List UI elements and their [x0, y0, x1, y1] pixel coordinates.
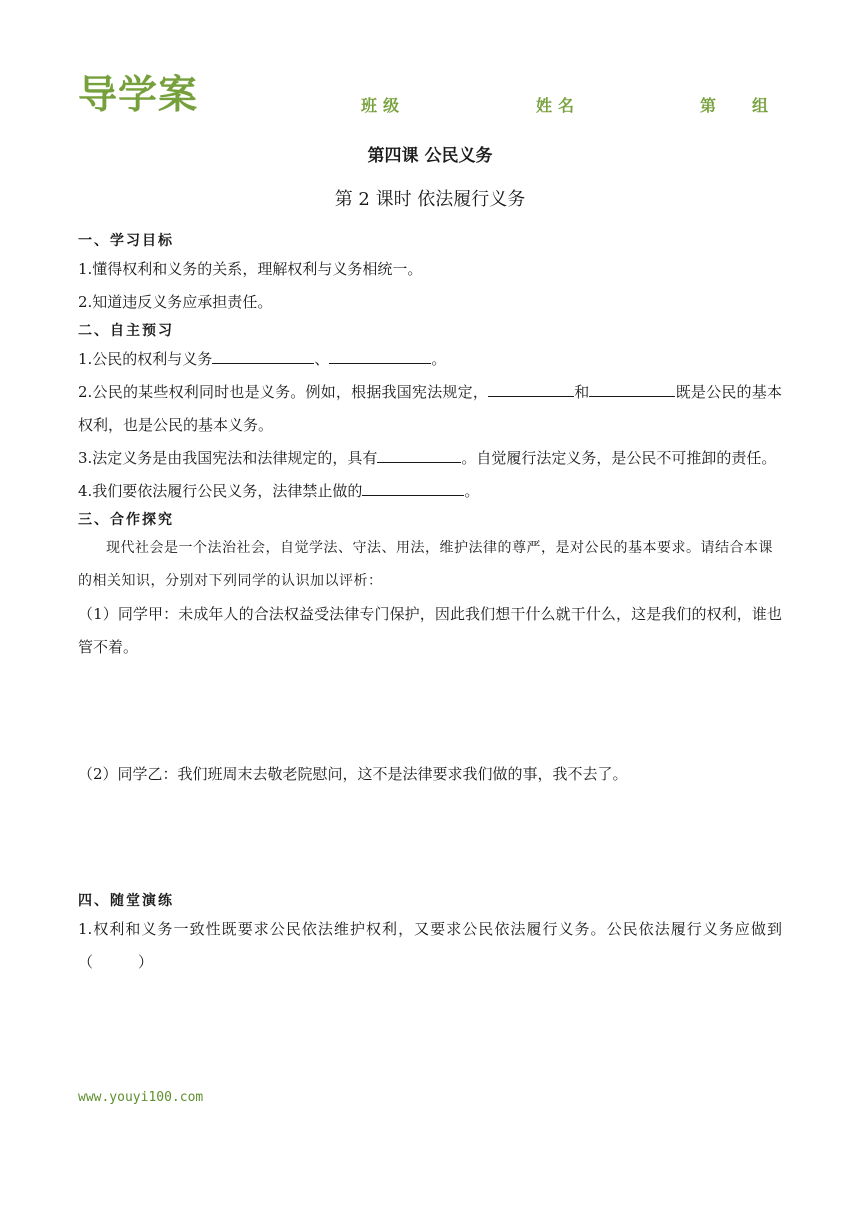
goal-item-2: 2.知道违反义务应承担责任。	[78, 293, 273, 311]
preview-q2-mid: 和	[574, 383, 590, 401]
preview-q1-text: 1.公民的权利与义务	[78, 350, 213, 368]
section-heading-inquiry: 三、合作探究	[78, 512, 174, 528]
preview-question-1	[78, 343, 782, 376]
goal-item-1: 1.懂得权利和义务的关系，理解权利与义务相统一。	[78, 260, 423, 278]
preview-q1-separator: 、	[314, 350, 330, 368]
fill-blank[interactable]	[377, 447, 461, 463]
preview-question-2	[78, 376, 782, 442]
class-label: 班级	[361, 96, 406, 115]
fill-blank[interactable]	[212, 348, 314, 364]
preview-q3-text: 3.法定义务是由我国宪法和法律规定的，具有	[78, 449, 378, 467]
name-label: 姓名	[536, 96, 581, 115]
inquiry-question-1: （1）同学甲：未成年人的合法权益受法律专门保护，因此我们想干什么就干什么，这是我们的权利，谁也管不着。	[78, 605, 782, 656]
preview-q3-text-b: 。自觉履行法定义务，是公民不可推卸的责任。	[461, 449, 777, 467]
preview-question-4	[78, 475, 782, 508]
preview-question-3	[78, 442, 782, 475]
fill-blank[interactable]	[589, 381, 675, 397]
preview-q2-text: 2.公民的某些权利同时也是义务。例如，根据我国宪法规定，	[78, 383, 489, 401]
preview-q2-text-b: 既是公民的基本权利，也是公民的基本义务。	[78, 383, 782, 434]
lesson-title: 第四课 公民义务	[367, 146, 493, 166]
group-suffix: 组	[752, 96, 775, 115]
preview-q4-text: 4.我们要依法履行公民义务，法律禁止做的	[78, 482, 363, 500]
worksheet-body	[78, 229, 782, 979]
fill-blank[interactable]	[488, 381, 574, 397]
preview-q4-end: 。	[464, 482, 480, 500]
inquiry-question-2: （2）同学乙：我们班周末去敬老院慰问，这不是法律要求我们做的事，我不去了。	[78, 765, 628, 783]
inquiry-intro: 现代社会是一个法治社会，自觉学法、守法、用法，维护法律的尊严，是对公民的基本要求。请结合本课的相关知识，分别对下列同学的认识加以评析：	[78, 540, 773, 589]
section-heading-practice: 四、随堂演练	[78, 893, 174, 909]
fill-blank[interactable]	[362, 480, 464, 496]
period-title: 第 2 课时 依法履行义务	[334, 189, 526, 210]
brand-logo: 导学案	[78, 73, 199, 118]
fill-blank[interactable]	[329, 348, 431, 364]
footer-url: www.youyi100.com	[78, 1090, 204, 1105]
preview-q1-end: 。	[431, 350, 447, 368]
section-heading-goals: 一、学习目标	[78, 233, 174, 249]
answer-space[interactable]	[78, 791, 782, 889]
section-heading-preview: 二、自主预习	[78, 323, 174, 339]
group-prefix: 第	[700, 96, 723, 115]
answer-space[interactable]	[78, 664, 782, 758]
practice-question-1: 1.权利和义务一致性既要求公民依法维护权利，又要求公民依法履行义务。公民依法履行义务应做到（ ）	[78, 920, 782, 971]
